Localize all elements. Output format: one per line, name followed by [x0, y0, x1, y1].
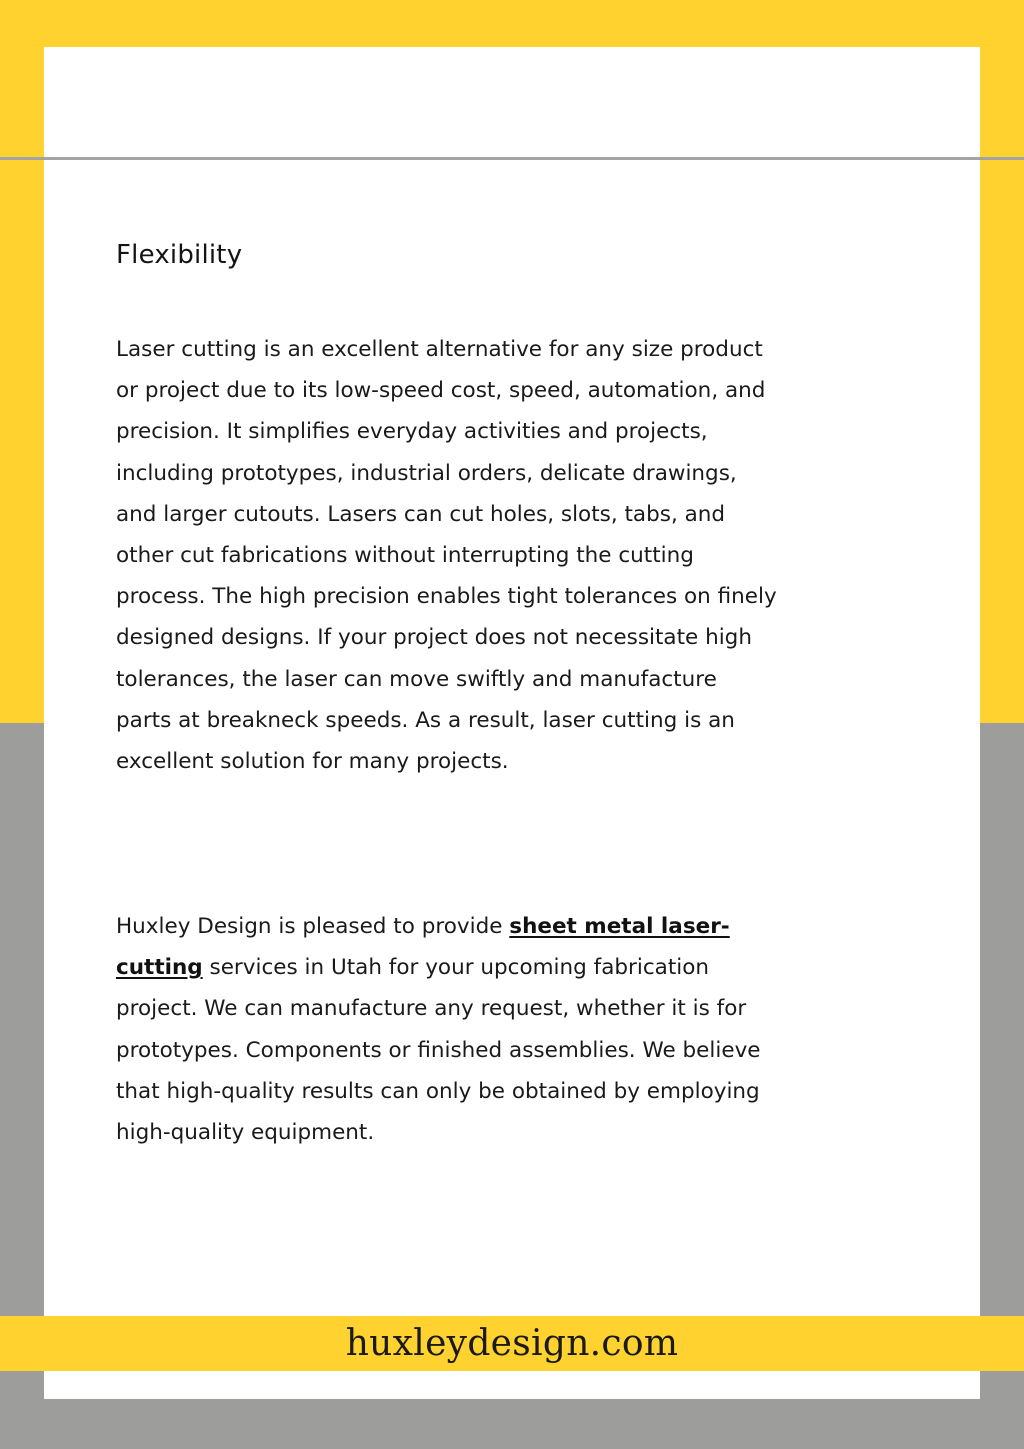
paragraph-line: Laser cutting is an excellent alternative for any size product — [116, 337, 763, 362]
paragraph-line: designed designs. If your project does not necessitate high — [116, 625, 752, 651]
paragraph-line: parts at breakneck speeds. As a result, laser cutting is an — [116, 707, 735, 733]
paragraph-line — [116, 906, 876, 947]
paragraph-line: prototypes. Components or finished assemblies. We believe — [116, 1037, 761, 1063]
paragraph-text: Huxley Design is pleased to provide — [116, 914, 510, 939]
paragraph-line: or project due to its low-speed cost, speed, automation, and — [116, 378, 766, 404]
paragraph-line: excellent solution for many projects. — [116, 749, 509, 775]
paragraph-flexibility — [116, 329, 876, 782]
paragraph-line: project. We can manufacture any request, whether it is for — [116, 996, 747, 1022]
footer-website: huxleydesign.com — [345, 1323, 679, 1364]
paragraph-line: precision. It simplifies everyday activities and projects, — [116, 419, 708, 445]
paragraph-line: and larger cutouts. Lasers can cut holes, slots, tabs, and — [116, 501, 726, 527]
paragraph-line: tolerances, the laser can move swiftly and manufacture — [116, 666, 717, 692]
paragraph-services — [116, 906, 876, 1153]
paragraph-line: high-quality equipment. — [116, 1120, 375, 1146]
paragraph-text: services in Utah for your upcoming fabrication — [202, 955, 710, 981]
header-divider — [0, 157, 1024, 160]
paragraph-line: other cut fabrications without interrupting the cutting — [116, 543, 694, 569]
sheet-metal-laser-cutting-link-continued[interactable]: cutting — [116, 955, 203, 981]
section-heading: Flexibility — [116, 240, 243, 270]
paragraph-line: process. The high precision enables tight tolerances on finely — [116, 584, 777, 610]
paragraph-line — [116, 947, 876, 988]
paragraph-line: that high-quality results can only be obtained by employing — [116, 1078, 760, 1104]
paragraph-line: including prototypes, industrial orders, delicate drawings, — [116, 460, 737, 486]
sheet-metal-laser-cutting-link[interactable]: sheet metal laser- — [509, 914, 730, 939]
